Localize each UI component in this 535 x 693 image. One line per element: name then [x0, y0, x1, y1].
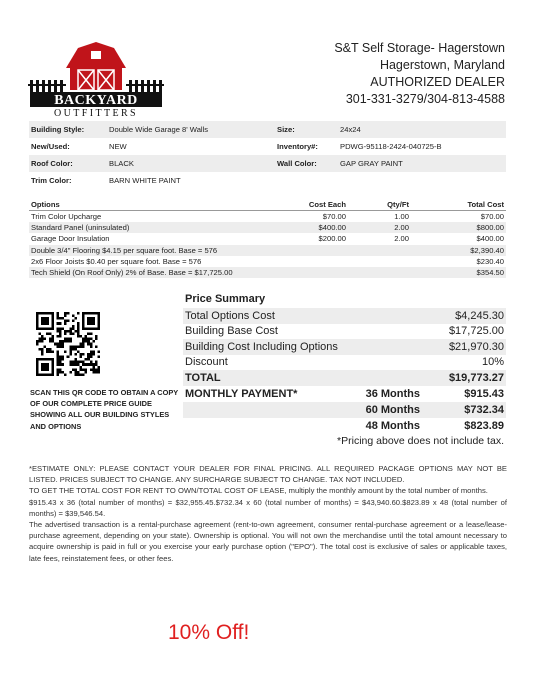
option-name: 2x6 Floor Joists $0.40 per square foot. Base = 576 — [31, 256, 202, 266]
building-style-label: Building Style: — [31, 125, 85, 134]
option-name: Trim Color Upcharge — [31, 212, 102, 222]
summary-label: Building Cost Including Options — [185, 340, 338, 353]
dealer-name: S&T Self Storage- Hagerstown — [334, 41, 505, 55]
summary-label: Discount — [185, 356, 228, 369]
monthly-term: 60 Months — [365, 403, 420, 416]
option-name: Tech Shield (On Roof Only) 2% of Base. Base = $17,725.00 — [31, 268, 233, 278]
options-header-row — [29, 199, 506, 211]
option-cost: $400.00 — [318, 223, 346, 233]
table-row — [29, 245, 506, 256]
table-row — [29, 222, 506, 233]
discount-promo: 10% Off! — [168, 621, 250, 644]
price-summary — [183, 293, 506, 447]
total-cost-header: Total Cost — [467, 200, 504, 209]
option-cost: $70.00 — [322, 212, 346, 222]
qr-caption: SCAN THIS QR CODE TO OBTAIN A COPY OF OUR COMPLETE PRICE GUIDE SHOWING ALL OUR BUILDING STYLES AND OPTIONS — [30, 388, 179, 431]
option-total: $2,390.40 — [470, 245, 504, 255]
size-label: Size: — [277, 125, 295, 134]
qr-code[interactable] — [36, 312, 100, 376]
wall-color-label: Wall Color: — [277, 159, 317, 168]
option-name: Standard Panel (uninsulated) — [31, 223, 130, 233]
total-label: TOTAL — [185, 371, 221, 384]
option-total: $400.00 — [476, 234, 504, 244]
options-header: Options — [31, 200, 60, 209]
table-row — [29, 233, 506, 244]
summary-row — [183, 339, 506, 355]
option-qty: 2.00 — [394, 234, 409, 244]
table-row — [29, 256, 506, 267]
trim-color-value: BARN WHITE PAINT — [109, 176, 181, 185]
option-total: $230.40 — [476, 256, 504, 266]
option-name: Garage Door Insulation — [31, 234, 110, 244]
total-value: $19,773.27 — [448, 371, 504, 384]
disclaimer-estimate: *ESTIMATE ONLY: PLEASE CONTACT YOUR DEALER FOR FINAL PRICING. ALL REQUIRED PACKAGE OPTIONS MAY NOT BE LISTED. PRICES SUBJECT TO CHANGE. ANY SURCHARGE SUBJECT TO CHANGE. TAX NOT INCLUDED. — [29, 464, 507, 485]
info-row — [29, 155, 506, 172]
summary-value: $21,970.30 — [448, 340, 504, 353]
roof-color-value: BLACK — [109, 159, 134, 168]
tax-note: *Pricing above does not include tax. — [337, 434, 504, 447]
size-value: 24x24 — [340, 125, 361, 134]
qr-code-icon — [36, 312, 100, 376]
wall-color-value: GAP GRAY PAINT — [340, 159, 403, 168]
trim-color-label: Trim Color: — [31, 176, 72, 185]
option-qty: 2.00 — [394, 223, 409, 233]
backyard-outfitters-logo — [28, 38, 164, 118]
disclaimer — [29, 463, 507, 564]
total-row — [183, 370, 506, 386]
summary-row — [183, 308, 506, 324]
barn-logo-icon — [28, 38, 164, 118]
info-row — [29, 172, 506, 189]
monthly-row — [183, 418, 506, 434]
info-row — [29, 121, 506, 138]
dealer-city: Hagerstown, Maryland — [379, 58, 505, 72]
option-name: Double 3/4" Flooring $4.15 per square foot. Base = 576 — [31, 245, 218, 255]
option-total: $800.00 — [476, 223, 504, 233]
building-info-table — [29, 121, 506, 189]
inventory-value: PDWG-95118-2424-040725-B — [340, 142, 442, 151]
summary-value: $4,245.30 — [455, 309, 504, 322]
dealer-phone: 301-331-3279/304-813-4588 — [345, 92, 505, 106]
summary-label: Total Options Cost — [185, 309, 275, 322]
info-row — [29, 138, 506, 155]
monthly-row — [183, 386, 506, 402]
summary-row — [183, 355, 506, 371]
table-row — [29, 267, 506, 278]
option-qty: 1.00 — [394, 212, 409, 222]
building-style-value: Double Wide Garage 8' Walls — [109, 125, 209, 134]
summary-value: $17,725.00 — [448, 325, 504, 338]
monthly-row — [183, 402, 506, 418]
monthly-amount: $823.89 — [464, 419, 504, 432]
logo-wordmark-bottom: OUTFITTERS — [54, 108, 138, 118]
logo-wordmark-top: BACKYARD — [54, 93, 138, 108]
cost-each-header: Cost Each — [308, 200, 346, 209]
qty-header: Qty/Ft — [387, 200, 409, 209]
new-used-value: NEW — [109, 142, 127, 151]
monthly-amount: $915.43 — [464, 387, 504, 400]
summary-label: Building Base Cost — [185, 325, 278, 338]
summary-value: 10% — [481, 356, 504, 369]
price-summary-title: Price Summary — [185, 293, 266, 305]
monthly-amount: $732.34 — [464, 403, 504, 416]
summary-row — [183, 324, 506, 340]
monthly-term: 36 Months — [365, 387, 420, 400]
option-cost: $200.00 — [318, 234, 346, 244]
monthly-payment-label: MONTHLY PAYMENT* — [185, 387, 298, 400]
option-total: $70.00 — [480, 212, 504, 222]
dealer-status: AUTHORIZED DEALER — [370, 75, 505, 89]
option-total: $354.50 — [476, 268, 504, 278]
disclaimer-rent-to-own: TO GET THE TOTAL COST FOR RENT TO OWN/TOTAL COST OF LEASE, multiply the monthly amount by the total number of months. — [29, 486, 488, 496]
new-used-label: New/Used: — [31, 142, 70, 151]
roof-color-label: Roof Color: — [31, 159, 73, 168]
disclaimer-calculation: $915.43 x 36 (total number of months) = $32,955.45.$732.34 x 60 (total number of months) = $43,940.60.$823.89 x 48 (total number of months) = $39,546.54. — [29, 497, 507, 518]
monthly-term: 48 Months — [365, 419, 420, 432]
dealer-info — [334, 40, 505, 108]
table-row — [29, 211, 506, 222]
options-table — [29, 199, 506, 278]
inventory-label: Inventory#: — [277, 142, 318, 151]
disclaimer-rental-purchase: The advertised transaction is a rental-purchase agreement (rent-to-own agreement, consumer rental-purchase agreement or a lease/lease-purchase agreement, depending on your state). Ownership is optional. You will not own the merchandise until the total amount necessary to acquire ownership is paid in full or you exercise your early purchase option ("EPO"). The total cost is exclusive of sales or applicable taxes, late fees, reinstatement fees, or other fees. — [29, 520, 507, 563]
